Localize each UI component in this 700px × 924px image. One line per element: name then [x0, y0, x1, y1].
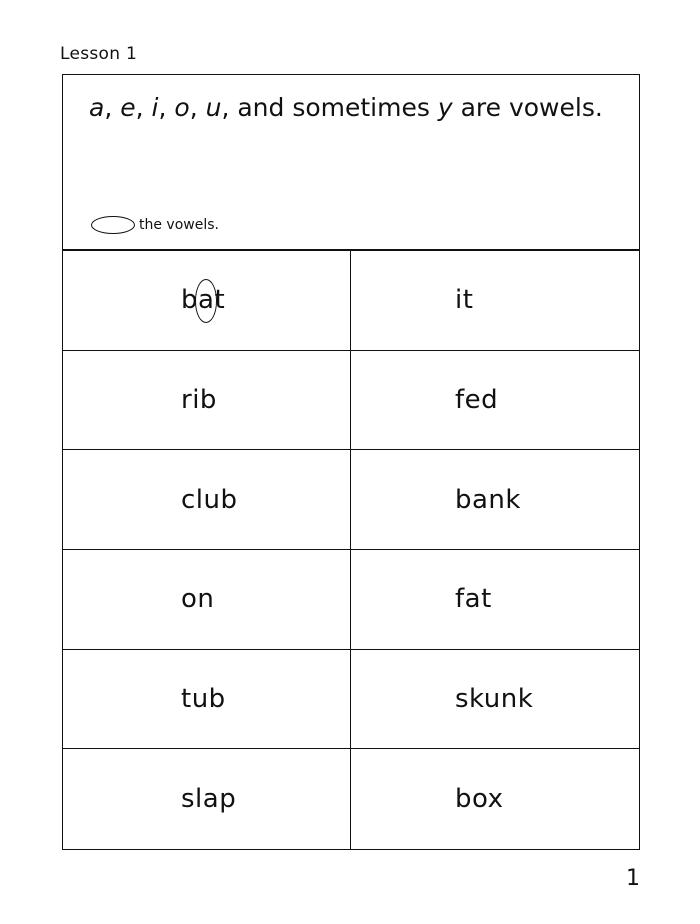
vowel-e: e	[120, 93, 136, 122]
rule-box	[63, 75, 639, 251]
word-cell[interactable]	[63, 550, 351, 650]
vowel-y: y	[437, 93, 453, 122]
word-grid	[63, 251, 639, 849]
word-example-bat: bat	[181, 285, 226, 316]
word-cell[interactable]	[63, 251, 351, 351]
word: fed	[455, 384, 499, 415]
instruction-text: the vowels.	[139, 217, 219, 233]
page-number: 1	[626, 866, 640, 891]
word: tub	[181, 683, 226, 714]
word-cell[interactable]	[351, 749, 639, 849]
instruction	[91, 216, 219, 234]
word-cell[interactable]	[351, 550, 639, 650]
word-cell[interactable]	[351, 351, 639, 451]
word: rib	[181, 384, 217, 415]
oval-icon	[91, 216, 135, 234]
word: on	[181, 584, 215, 615]
word: bank	[455, 484, 521, 515]
vowel-i: i	[151, 93, 159, 122]
vowel-u: u	[205, 93, 222, 122]
word: it	[455, 285, 474, 316]
word: fat	[455, 584, 492, 615]
word-cell[interactable]	[63, 450, 351, 550]
vowel-o: o	[174, 93, 190, 122]
word: box	[455, 784, 504, 815]
word-cell[interactable]	[63, 351, 351, 451]
lesson-title: Lesson 1	[60, 44, 138, 64]
vowel-a: a	[89, 93, 105, 122]
circled-vowel: a	[198, 285, 215, 316]
word-cell[interactable]	[351, 450, 639, 550]
word-cell[interactable]	[63, 749, 351, 849]
word-cell[interactable]	[63, 650, 351, 750]
word: skunk	[455, 683, 534, 714]
word-cell[interactable]	[351, 251, 639, 351]
vowel-rule-text: a, e, i, o, u, and sometimes y are vowels.	[89, 93, 603, 122]
worksheet	[62, 74, 640, 850]
word: slap	[181, 784, 237, 815]
word-cell[interactable]	[351, 650, 639, 750]
word: club	[181, 484, 238, 515]
